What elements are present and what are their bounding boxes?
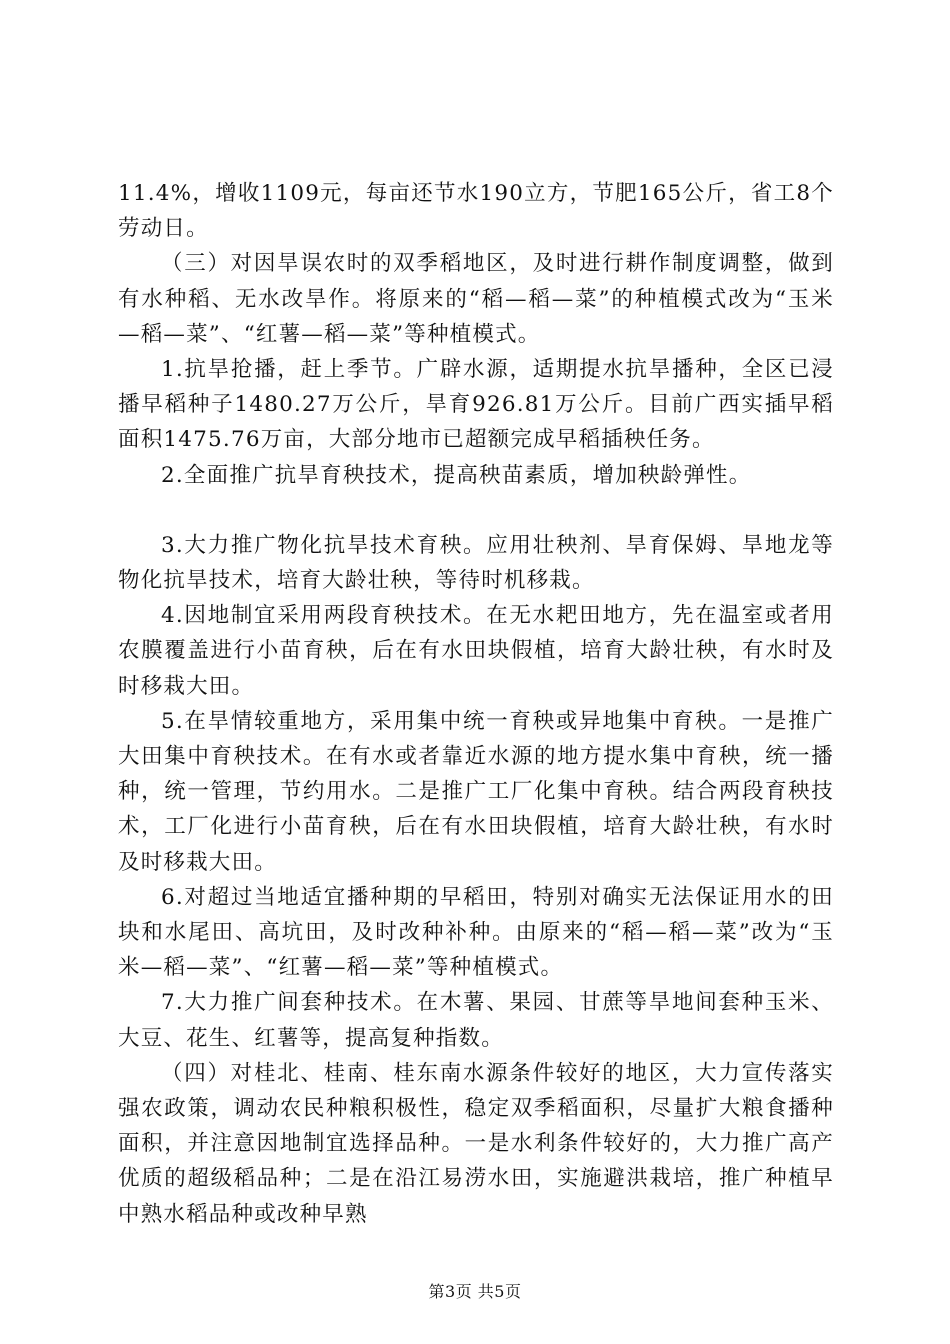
paragraph-item-5: 5.在旱情较重地方，采用集中统一育秧或异地集中育秧。一是推广大田集中育秧技术。在有水或者靠近水源的地方提水集中育秧，统一播种，统一管理，节约用水。二是推广工厂化集中育秧。结合两段育秧技术，工厂化进行小苗育秧，后在有水田块假植，培育大龄壮秧，有水时及时移栽大田。 [118, 708, 834, 875]
paragraph-item-6: 6.对超过当地适宜播种期的早稻田，特别对确实无法保证用水的田块和水尾田、高坑田，及时改种补种。由原来的“稻—稻—菜”改为“玉米—稻—菜”、“红薯—稻—菜”等种植模式。 [118, 884, 834, 981]
paragraph-item-1: 1.抗旱抢播，赶上季节。广辟水源，适期提水抗旱播种，全区已浸播早稻种子1480.27万公斤，旱育926.81万公斤。目前广西实插早稻面积1475.76万亩，大部分地市已超额完成早稻插秧任务。 [118, 357, 834, 453]
paragraph-section-three: （三）对因旱误农时的双季稻地区，及时进行耕作制度调整，做到有水种稻、无水改旱作。将原来的“稻—稻—菜”的种植模式改为“玉米—稻—菜”、“红薯—稻—菜”等种植模式。 [118, 251, 834, 347]
paragraph-item-4: 4.因地制宜采用两段育秧技术。在无水耙田地方，先在温室或者用农膜覆盖进行小苗育秧，后在有水田块假植，培育大龄壮秧，有水时及时移栽大田。 [118, 603, 834, 699]
paragraph-continuation: 11.4%，增收1109元，每亩还节水190立方，节肥165公斤，省工8个劳动日。 [118, 181, 834, 242]
paragraph-section-four: （四）对桂北、桂南、桂东南水源条件较好的地区，大力宣传落实强农政策，调动农民种粮积极性，稳定双季稻面积，尽量扩大粮食播种面积，并注意因地制宜选择品种。一是水利条件较好的，大力推广高产优质的超级稻品种；二是在沿江易涝水田，实施避洪栽培，推广种植早中熟水稻品种或改种早熟 [118, 1060, 834, 1227]
paragraph-item-3: 3.大力推广物化抗旱技术育秧。应用壮秧剂、旱育保姆、旱地龙等物化抗旱技术，培育大龄壮秧，等待时机移栽。 [118, 532, 834, 594]
page-footer: 第3页 共5页 [428, 1282, 522, 1301]
document-body [118, 176, 834, 1232]
paragraph-item-2: 2.全面推广抗旱育秧技术，提高秧苗素质，增加秧龄弹性。 [161, 462, 752, 488]
paragraph-item-7: 7.大力推广间套种技术。在木薯、果园、甘蔗等旱地间套种玉米、大豆、花生、红薯等，提高复种指数。 [118, 990, 834, 1051]
